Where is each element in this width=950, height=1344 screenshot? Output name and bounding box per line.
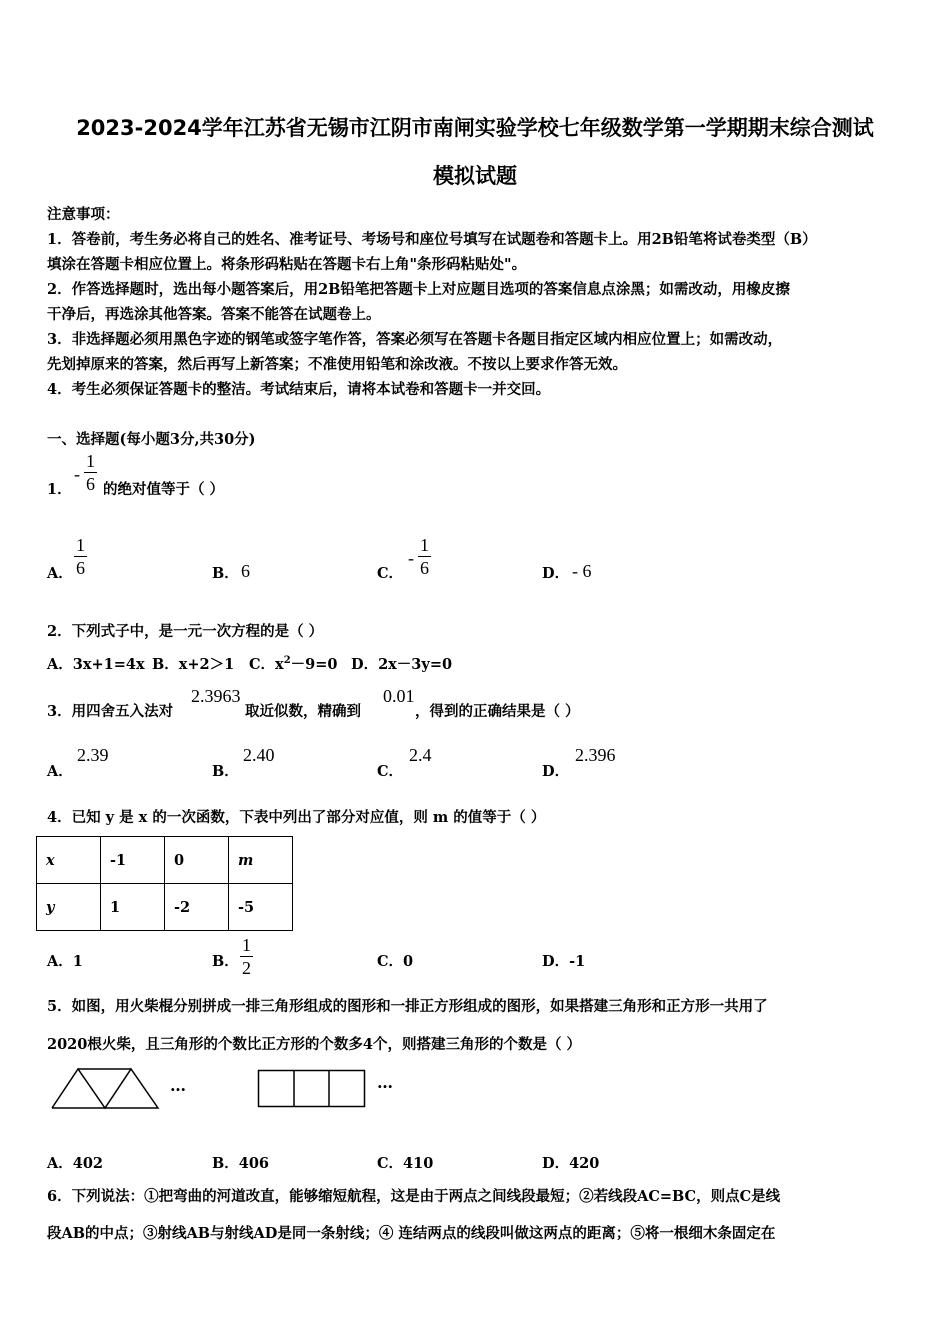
q2-option-b: B．x+2＞1 bbox=[152, 656, 235, 673]
q2-option-c bbox=[249, 653, 337, 674]
q1-option-c-fraction bbox=[418, 536, 431, 577]
squares-figure bbox=[257, 1069, 367, 1109]
q3-option-a-label: A． bbox=[47, 763, 73, 780]
q1-number: 1． bbox=[47, 481, 72, 498]
q1-option-a-label: A． bbox=[47, 565, 73, 582]
q4-table bbox=[36, 836, 293, 931]
notice-line: 先划掉原来的答案，然后再写上新答案；不准使用铅笔和涂改液。不按以上要求作答无效。 bbox=[47, 356, 627, 373]
section-heading: 一、选择题(每小题3分,共30分) bbox=[47, 431, 256, 448]
q1-option-c-label: C． bbox=[377, 565, 404, 582]
q4-option-b-label: B． bbox=[212, 953, 239, 970]
q5-option-a: A．402 bbox=[47, 1155, 104, 1172]
notice-line: 3．非选择题必须用黑色字迹的钢笔或签字笔作答，答案必须写在答题卡各题目指定区域内相应位置上；如需改动， bbox=[47, 331, 783, 348]
q1-option-d-label: D． bbox=[542, 565, 570, 582]
table-cell: y bbox=[37, 884, 101, 931]
q3-option-b-label: B． bbox=[212, 763, 239, 780]
q1-option-d-value: - 6 bbox=[572, 561, 592, 581]
q3-option-b-value: 2.40 bbox=[243, 745, 275, 765]
q4-option-b-fraction bbox=[240, 936, 253, 977]
q2-c-pre: C．x bbox=[249, 656, 284, 673]
table-cell: -2 bbox=[165, 884, 229, 931]
q6-text-line2: 段AB的中点；③射线AB与射线AD是同一条射线；④ 连结两点的线段叫做这两点的距离；⑤将一根细木条固定在 bbox=[47, 1225, 776, 1242]
notice-line: 填涂在答题卡相应位置上。将条形码粘贴在答题卡右上角"条形码粘贴处"。 bbox=[47, 256, 527, 273]
frac-den: 6 bbox=[76, 558, 85, 578]
q4-option-a: A．1 bbox=[47, 953, 83, 970]
q3-option-d-value: 2.396 bbox=[575, 745, 616, 765]
notice-line: 4．考生必须保证答题卡的整洁。考试结束后，请将本试卷和答题卡一并交回。 bbox=[47, 381, 551, 398]
q3-text-2: 取近似数，精确到 bbox=[245, 703, 361, 720]
table-cell: 0 bbox=[165, 837, 229, 884]
q5-option-b: B．406 bbox=[212, 1155, 270, 1172]
q3-text-3: ，得到的正确结果是（ ） bbox=[415, 703, 580, 720]
frac-den: 2 bbox=[242, 958, 251, 978]
q1-option-a-fraction bbox=[74, 536, 87, 577]
q1-option-c-minus: - bbox=[408, 548, 414, 568]
table-cell: 1 bbox=[101, 884, 165, 931]
table-cell: m bbox=[229, 837, 293, 884]
q1-option-b-label: B． bbox=[212, 565, 239, 582]
q3-option-d-label: D． bbox=[542, 763, 570, 780]
page-subtitle: 模拟试题 bbox=[433, 164, 517, 188]
q2-c-post: －9=0 bbox=[290, 656, 338, 673]
table-cell: -1 bbox=[101, 837, 165, 884]
table-cell: x bbox=[37, 837, 101, 884]
q1-text: 的绝对值等于（ ） bbox=[103, 481, 225, 498]
triangles-figure bbox=[50, 1066, 162, 1110]
q5-text-line1: 5．如图，用火柴棍分别拼成一排三角形组成的图形和一排正方形组成的图形，如果搭建三角形和正方形一共用了 bbox=[47, 998, 768, 1015]
q5-option-c: C．410 bbox=[377, 1155, 434, 1172]
q4-option-c: C．0 bbox=[377, 953, 414, 970]
q3-option-c-label: C． bbox=[377, 763, 404, 780]
frac-num: 1 bbox=[420, 535, 429, 555]
q2-text: 2．下列式子中，是一元一次方程的是（ ） bbox=[47, 623, 324, 640]
triangles-ellipsis: … bbox=[170, 1076, 186, 1095]
q1-minus: - bbox=[74, 464, 80, 484]
table-row bbox=[37, 884, 293, 931]
q5-text-line2: 2020根火柴，且三角形的个数比正方形的个数多4个，则搭建三角形的个数是（ ） bbox=[47, 1036, 581, 1053]
q4-option-d: D．-1 bbox=[542, 953, 586, 970]
frac-den: 6 bbox=[420, 558, 429, 578]
table-row bbox=[37, 837, 293, 884]
q3-option-c-value: 2.4 bbox=[409, 745, 432, 765]
notice-line: 2．作答选择题时，选出每小题答案后，用2B铅笔把答题卡上对应题目选项的答案信息点涂黑；如需改动，用橡皮擦 bbox=[47, 281, 790, 298]
q3-option-a-value: 2.39 bbox=[77, 745, 109, 765]
q4-text: 4．已知 y 是 x 的一次函数，下表中列出了部分对应值，则 m 的值等于（ ） bbox=[47, 809, 546, 826]
notice-line: 1．答卷前，考生务必将自己的姓名、准考证号、考场号和座位号填写在试题卷和答题卡上。用2B铅笔将试卷类型（B） bbox=[47, 231, 817, 248]
notice-line: 干净后，再选涂其他答案。答案不能答在试题卷上。 bbox=[47, 306, 381, 323]
q1-fraction bbox=[84, 452, 97, 493]
q6-text-line1: 6．下列说法：①把弯曲的河道改直，能够缩短航程，这是由于两点之间线段最短；②若线段AC=BC，则点C是线 bbox=[47, 1188, 781, 1205]
frac-num: 1 bbox=[242, 935, 251, 955]
page-title: 2023-2024学年江苏省无锡市江阴市南闸实验学校七年级数学第一学期期末综合测试 bbox=[76, 116, 874, 140]
q3-number-2: 0.01 bbox=[383, 686, 415, 706]
q3-text-1: 3．用四舍五入法对 bbox=[47, 703, 174, 720]
q2-option-d: D．2x－3y=0 bbox=[351, 656, 453, 673]
squares-ellipsis: … bbox=[377, 1073, 393, 1092]
table-cell: -5 bbox=[229, 884, 293, 931]
q1-frac-den: 6 bbox=[86, 474, 95, 494]
q5-option-d: D．420 bbox=[542, 1155, 600, 1172]
q2-c-sup: 2 bbox=[283, 655, 291, 667]
notice-heading: 注意事项： bbox=[47, 206, 120, 223]
q3-number-1: 2.3963 bbox=[191, 686, 241, 706]
q2-option-a: A．3x+1=4x bbox=[47, 656, 145, 673]
frac-num: 1 bbox=[76, 535, 85, 555]
q1-option-b-value: 6 bbox=[241, 561, 250, 581]
q1-frac-num: 1 bbox=[86, 451, 95, 471]
